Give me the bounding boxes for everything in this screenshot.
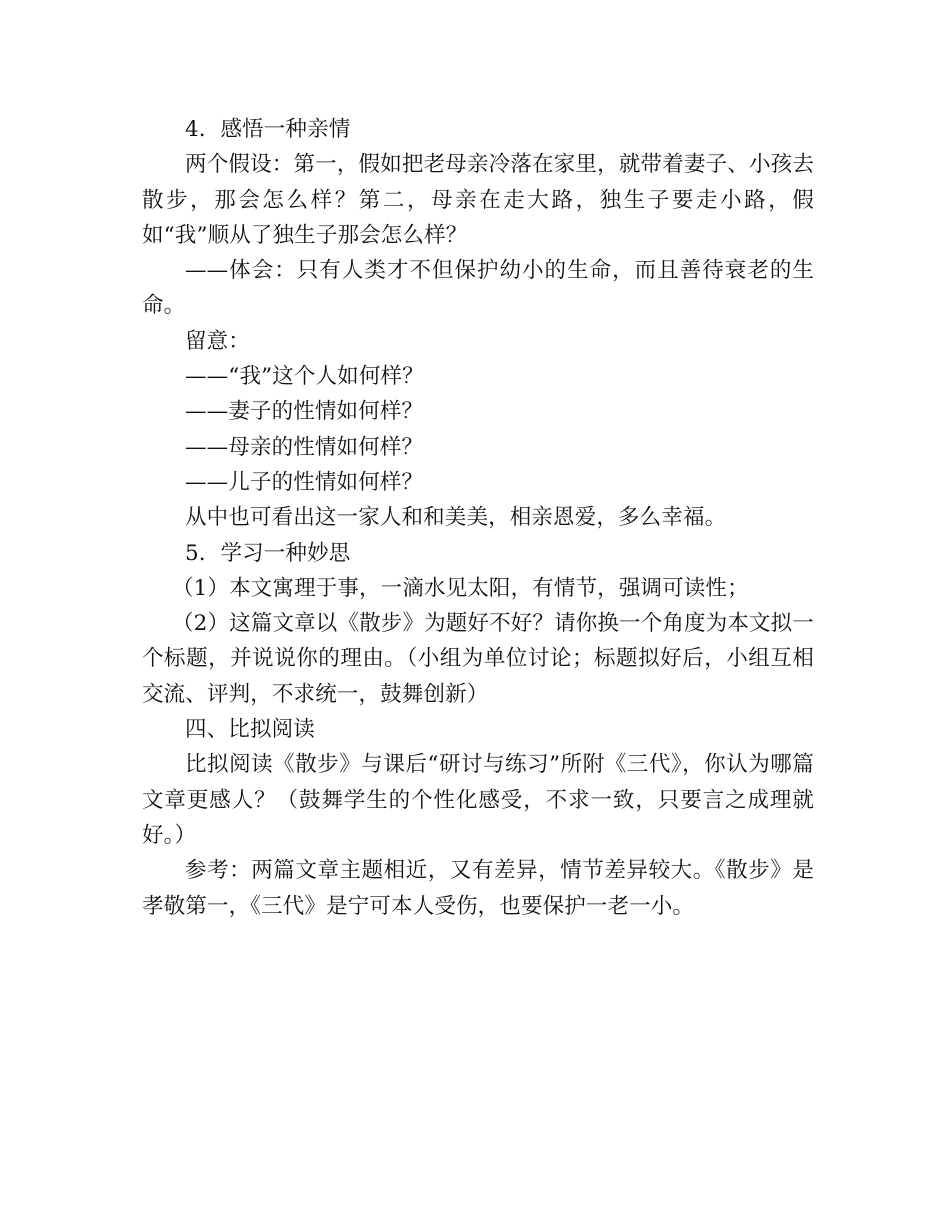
item-1: （1）本文寓理于事，一滴水见太阳，有情节，强调可读性； [172,575,749,601]
paragraph-family-happiness: 从中也可看出这一家人和和美美，相亲恩爱，多么幸福。 [185,505,727,531]
paragraph-reference: 参考：两篇文章主题相近，又有差异，情节差异较大。《散步》是孝敬第一，《三代》是宁可本人受伤，也要保护一老一小。 [142,858,814,919]
question-mother: ——母亲的性情如何样？ [185,434,424,460]
paragraph-comparative-reading: 比拟阅读《散步》与课后“研讨与练习”所附《三代》，你认为哪篇文章更感人？（鼓舞学生的个性化感受，不求一致，只要言之成理就好。） [142,752,814,848]
heading-comparative-reading: 四、比拟阅读 [185,717,315,743]
paragraph-insight: ——体会：只有人类才不但保护幼小的生命，而且善待衰老的生命。 [142,258,814,319]
question-me: ——“我”这个人如何样？ [185,364,424,390]
question-wife: ——妻子的性情如何样？ [185,399,424,425]
heading-section-4: 4．感悟一种亲情 [185,117,351,142]
label-notice: 留意： [185,328,250,354]
item-2: （2）这篇文章以《散步》为题好不好？请你换一个角度为本文拟一个标题，并说说你的理由。（小组为单位讨论；标题拟好后，小组互相交流、评判，不求统一，鼓舞创新） [142,611,814,707]
paragraph-two-hypotheses: 两个假设：第一，假如把老母亲冷落在家里，就带着妻子、小孩去散步，那会怎么样？第二，母亲在走大路，独生子要走小路，假如“我”顺从了独生子那会怎么样？ [142,152,814,248]
question-son: ——儿子的性情如何样？ [185,469,424,495]
document-page [142,112,814,924]
heading-section-5: 5．学习一种妙思 [185,540,351,566]
